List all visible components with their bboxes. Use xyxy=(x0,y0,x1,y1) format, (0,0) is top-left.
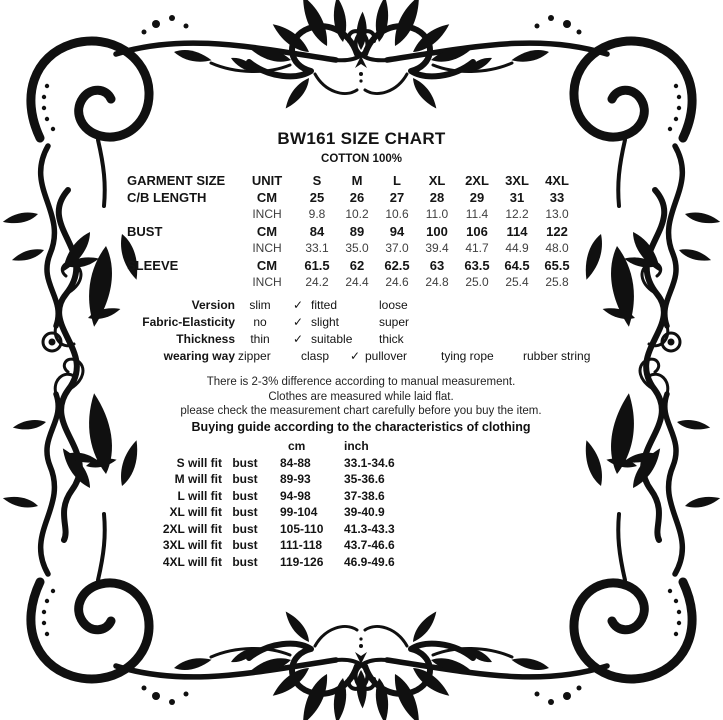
size-chart-row-label: C/B LENGTH xyxy=(127,190,207,205)
size-chart-header-cell: S xyxy=(312,173,322,188)
size-chart-value-cell: 31 xyxy=(509,190,525,205)
size-chart-value-cell: 25 xyxy=(309,190,325,205)
size-chart-header-cell: XL xyxy=(428,173,446,188)
guide-size-label: M will fit xyxy=(174,472,222,486)
size-chart-row-label xyxy=(127,240,237,257)
fabric-subtitle: COTTON 100% xyxy=(321,153,402,165)
size-chart-value-cell: 62.5 xyxy=(384,258,410,273)
guide-part-label: bust xyxy=(232,488,258,503)
guide-part-label: bust xyxy=(232,505,258,519)
size-chart-value-cell: 24.8 xyxy=(425,275,449,289)
features-rows xyxy=(110,297,643,365)
feature-option: slim xyxy=(249,298,271,312)
size-chart-header-cell: GARMENT SIZE xyxy=(127,173,226,188)
checkmark-icon: ✓ xyxy=(292,298,304,312)
size-chart-value-cell: 11.4 xyxy=(465,207,489,221)
guide-size-label: S will fit xyxy=(176,455,222,470)
guide-size-label: L will fit xyxy=(177,488,222,503)
feature-label: wearing way xyxy=(163,349,235,363)
size-chart-value-cell: 114 xyxy=(506,224,528,239)
guide-inch-range: 37-38.6 xyxy=(344,488,385,503)
size-chart-value-cell: 94 xyxy=(389,224,405,239)
size-chart-value-cell: 11.0 xyxy=(425,207,449,221)
feature-option: loose xyxy=(379,298,408,312)
feature-option: slight xyxy=(311,315,340,329)
checkmark-icon: ✓ xyxy=(349,349,361,363)
size-chart-value-cell: 89 xyxy=(349,224,365,239)
size-chart-value-cell: 62 xyxy=(349,258,365,273)
size-chart-row-label: BUST xyxy=(127,224,163,239)
size-chart-unit-cell: INCH xyxy=(252,275,282,289)
guide-part-label: bust xyxy=(232,472,258,486)
wearing-way-row xyxy=(110,348,643,365)
size-chart-unit-cell: INCH xyxy=(252,207,282,221)
buying-guide-table xyxy=(160,438,434,570)
size-chart-value-cell: 122 xyxy=(546,224,568,239)
guide-size-label: XL will fit xyxy=(169,505,222,519)
size-chart-value-cell: 10.6 xyxy=(385,207,409,221)
guide-cm-range: 111-118 xyxy=(280,538,323,552)
size-chart-value-cell: 9.8 xyxy=(308,207,326,221)
size-chart-header-cell: 3XL xyxy=(505,173,529,188)
size-chart-value-cell: 24.2 xyxy=(305,275,329,289)
feature-row xyxy=(110,297,643,314)
size-chart-value-cell: 33 xyxy=(549,190,565,205)
size-chart-value-cell: 25.4 xyxy=(505,275,529,289)
size-chart-value-cell: 24.4 xyxy=(345,275,369,289)
guide-size-label: 2XL will fit xyxy=(162,521,222,536)
guide-inch-range: 39-40.9 xyxy=(344,505,385,519)
guide-cm-range: 119-126 xyxy=(280,554,324,569)
size-chart-value-cell: 61.5 xyxy=(304,258,330,273)
guide-inch-range: 41.3-43.3 xyxy=(344,521,395,536)
feature-option: fitted xyxy=(311,298,338,312)
size-chart-value-cell: 28 xyxy=(429,190,445,205)
guide-part-label: bust xyxy=(232,455,258,470)
size-chart-value-cell: 48.0 xyxy=(545,241,569,255)
feature-option: thick xyxy=(379,332,404,346)
feature-label: Thickness xyxy=(176,332,235,346)
guide-cm-range: 89-93 xyxy=(280,472,311,486)
size-chart-header-cell: 2XL xyxy=(465,173,489,188)
note-line-1: There is 2-3% difference according to manual measurement. xyxy=(206,376,516,388)
size-chart-header-cell: L xyxy=(393,173,401,188)
size-chart-value-cell: 13.0 xyxy=(545,207,569,221)
guide-empty-cell xyxy=(160,438,222,455)
size-chart-table xyxy=(127,172,577,291)
guide-inch-range: 46.9-49.6 xyxy=(344,554,395,569)
feature-option: rubber string xyxy=(523,349,591,363)
guide-size-label: 4XL will fit xyxy=(162,554,222,569)
guide-cm-range: 84-88 xyxy=(280,455,311,470)
size-chart-value-cell: 25.0 xyxy=(465,275,489,289)
guide-inch-range: 33.1-34.6 xyxy=(344,455,395,470)
guide-size-label: 3XL will fit xyxy=(162,538,222,552)
guide-part-label: bust xyxy=(232,521,258,536)
size-chart-value-cell: 84 xyxy=(309,224,325,239)
size-chart-value-cell: 27 xyxy=(389,190,405,205)
guide-cm-range: 99-104 xyxy=(280,505,318,519)
size-chart-unit-cell: INCH xyxy=(252,241,282,255)
size-chart-value-cell: 12.2 xyxy=(505,207,529,221)
guide-col-header-cm: cm xyxy=(288,439,306,453)
size-chart-row-label xyxy=(127,206,237,223)
size-chart-value-cell: 24.6 xyxy=(385,275,409,289)
size-chart-value-cell: 26 xyxy=(349,190,365,205)
size-chart-header-cell: 4XL xyxy=(545,173,569,188)
size-chart-value-cell: 63.5 xyxy=(464,258,490,273)
feature-row xyxy=(110,314,643,331)
size-chart-header-cell: M xyxy=(351,173,363,188)
notes-block xyxy=(111,375,611,434)
checkmark-icon: ✓ xyxy=(292,315,304,329)
note-line-3: please check the measurement chart carefully before you buy the item. xyxy=(180,405,542,417)
feature-option: pullover xyxy=(365,349,408,363)
size-chart-row-label xyxy=(127,274,237,291)
guide-part-label: bust xyxy=(232,554,258,569)
guide-empty-cell xyxy=(222,438,268,455)
feature-option: zipper xyxy=(238,349,271,363)
feature-option: thin xyxy=(250,332,270,346)
size-chart-value-cell: 41.7 xyxy=(465,241,489,255)
guide-cm-range: 94-98 xyxy=(280,488,311,503)
feature-label: Version xyxy=(191,298,235,312)
guide-part-label: bust xyxy=(232,538,258,552)
size-chart-value-cell: 35.0 xyxy=(345,241,369,255)
size-chart-value-cell: 39.4 xyxy=(425,241,449,255)
checkmark-icon: ✓ xyxy=(292,332,304,346)
note-line-2: Clothes are measured while laid flat. xyxy=(268,390,454,403)
guide-inch-range: 43.7-46.6 xyxy=(344,538,395,552)
feature-option: super xyxy=(379,315,410,329)
size-chart-value-cell: 63 xyxy=(429,258,445,273)
size-chart-header-cell: UNIT xyxy=(251,173,283,188)
size-chart-value-cell: 64.5 xyxy=(504,258,530,273)
feature-option: suitable xyxy=(311,332,353,346)
size-chart-value-cell: 106 xyxy=(466,224,488,239)
feature-option: tying rope xyxy=(441,349,494,363)
feature-label: Fabric-Elasticity xyxy=(142,315,235,329)
size-chart-unit-cell: CM xyxy=(256,258,278,273)
size-chart-row-label: SLEEVE xyxy=(127,258,179,273)
size-chart-unit-cell: CM xyxy=(256,190,278,205)
guide-col-header-inch: inch xyxy=(344,439,369,453)
guide-inch-range: 35-36.6 xyxy=(344,472,385,486)
feature-option: no xyxy=(253,315,267,329)
size-chart-value-cell: 33.1 xyxy=(305,241,329,255)
feature-row xyxy=(110,331,643,348)
size-chart-value-cell: 100 xyxy=(426,224,448,239)
size-chart-unit-cell: CM xyxy=(256,224,278,239)
guide-cm-range: 105-110 xyxy=(280,521,324,536)
size-chart-value-cell: 29 xyxy=(469,190,485,205)
size-chart-value-cell: 10.2 xyxy=(345,207,369,221)
size-chart-value-cell: 44.9 xyxy=(505,241,529,255)
size-chart-value-cell: 65.5 xyxy=(544,258,570,273)
buying-guide-heading: Buying guide according to the characteristics of clothing xyxy=(191,419,531,434)
size-chart-value-cell: 25.8 xyxy=(545,275,569,289)
size-chart-value-cell: 37.0 xyxy=(385,241,409,255)
page-title: BW161 SIZE CHART xyxy=(277,129,446,148)
feature-option: clasp xyxy=(300,349,329,363)
